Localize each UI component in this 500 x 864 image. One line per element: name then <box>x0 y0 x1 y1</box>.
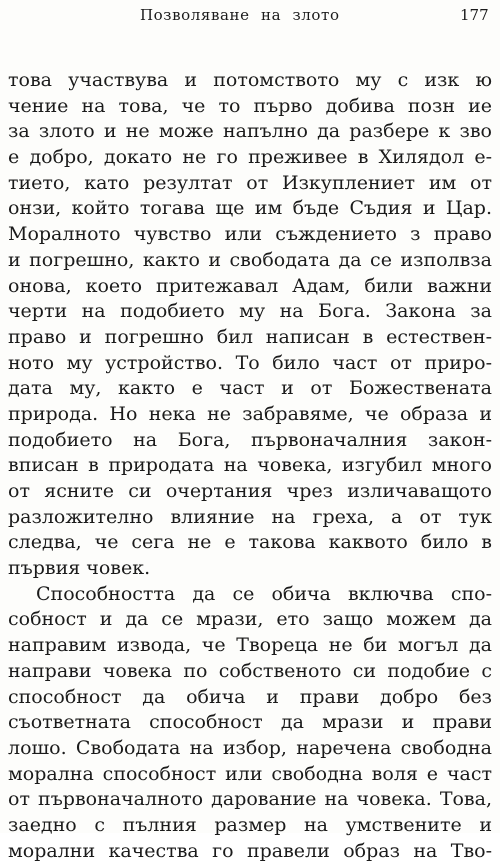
text-line: дата му, както е част и от Божествената <box>8 377 492 400</box>
body-text <box>8 68 492 864</box>
running-head <box>0 6 500 30</box>
text-line: е добро, докато не го преживее в Хилядол е- <box>8 146 492 169</box>
text-line: ното му устройство. То било част от приро- <box>8 351 492 374</box>
text-line: чение на това, че то първо добива позн ие <box>8 94 492 117</box>
text-line: това участвува и потомството му с изк ю <box>8 69 492 91</box>
paragraph-1 <box>8 68 492 582</box>
paragraph-2 <box>8 582 492 864</box>
page-number: 177 <box>460 6 489 24</box>
text-line: разложително влияние на греха, а от тук <box>8 505 492 528</box>
text-line: черти на подобието му на Бога. Закона за <box>8 300 492 323</box>
text-line: собност и да се мрази, ето защо можем да <box>8 608 492 631</box>
text-line: от първоначалното дарование на човека. Това, <box>8 788 492 811</box>
text-line: подобието на Бога, първоначалния закон- <box>8 428 492 451</box>
text-line: направим извода, че Твореца не би могъл да <box>8 634 492 657</box>
text-line: лошо. Свободата на избор, наречена свободна <box>8 736 492 759</box>
text-line: способност да обича и прави добро без <box>8 685 492 708</box>
text-line: заедно с пълния размер на умствените и <box>8 813 492 836</box>
text-line: съответната способност да мрази и прави <box>8 711 492 734</box>
text-line: Моралното чувство или съждението з право <box>8 223 492 246</box>
text-line: следва, че сега не е такова каквото било в <box>8 531 492 554</box>
text-line: морална способност или свободна воля е част <box>8 762 492 785</box>
text-line: и погрешно, както и свободата да се изполвза <box>8 248 492 271</box>
text-line: направи човека по собственото си подобие с <box>8 659 492 682</box>
text-line: за злото и не може напълно да разбере к зво <box>8 120 492 143</box>
text-line: онова, което притежавал Адам, били важни <box>8 274 492 297</box>
text-line: вписан в природата на човека, изгубил много <box>8 454 492 477</box>
text-line: тието, като резултат от Изкуплениет им от <box>8 171 492 194</box>
text-line: Способността да се обича включва спо- <box>36 582 492 605</box>
text-line: първия човек. <box>8 557 151 580</box>
text-line: онзи, който тогава ще им бъде Съдия и Цар. <box>8 197 492 220</box>
text-line: морални качества го правели образ на Тво- <box>8 839 492 862</box>
text-line: от ясните си очертания чрез изличаващото <box>8 480 492 502</box>
text-line: природа. Но нека не забравяме, че образа и <box>8 402 492 425</box>
running-title: Позволяване на злото <box>140 6 340 24</box>
text-line: право и погрешно бил написан в естествен- <box>8 325 492 348</box>
